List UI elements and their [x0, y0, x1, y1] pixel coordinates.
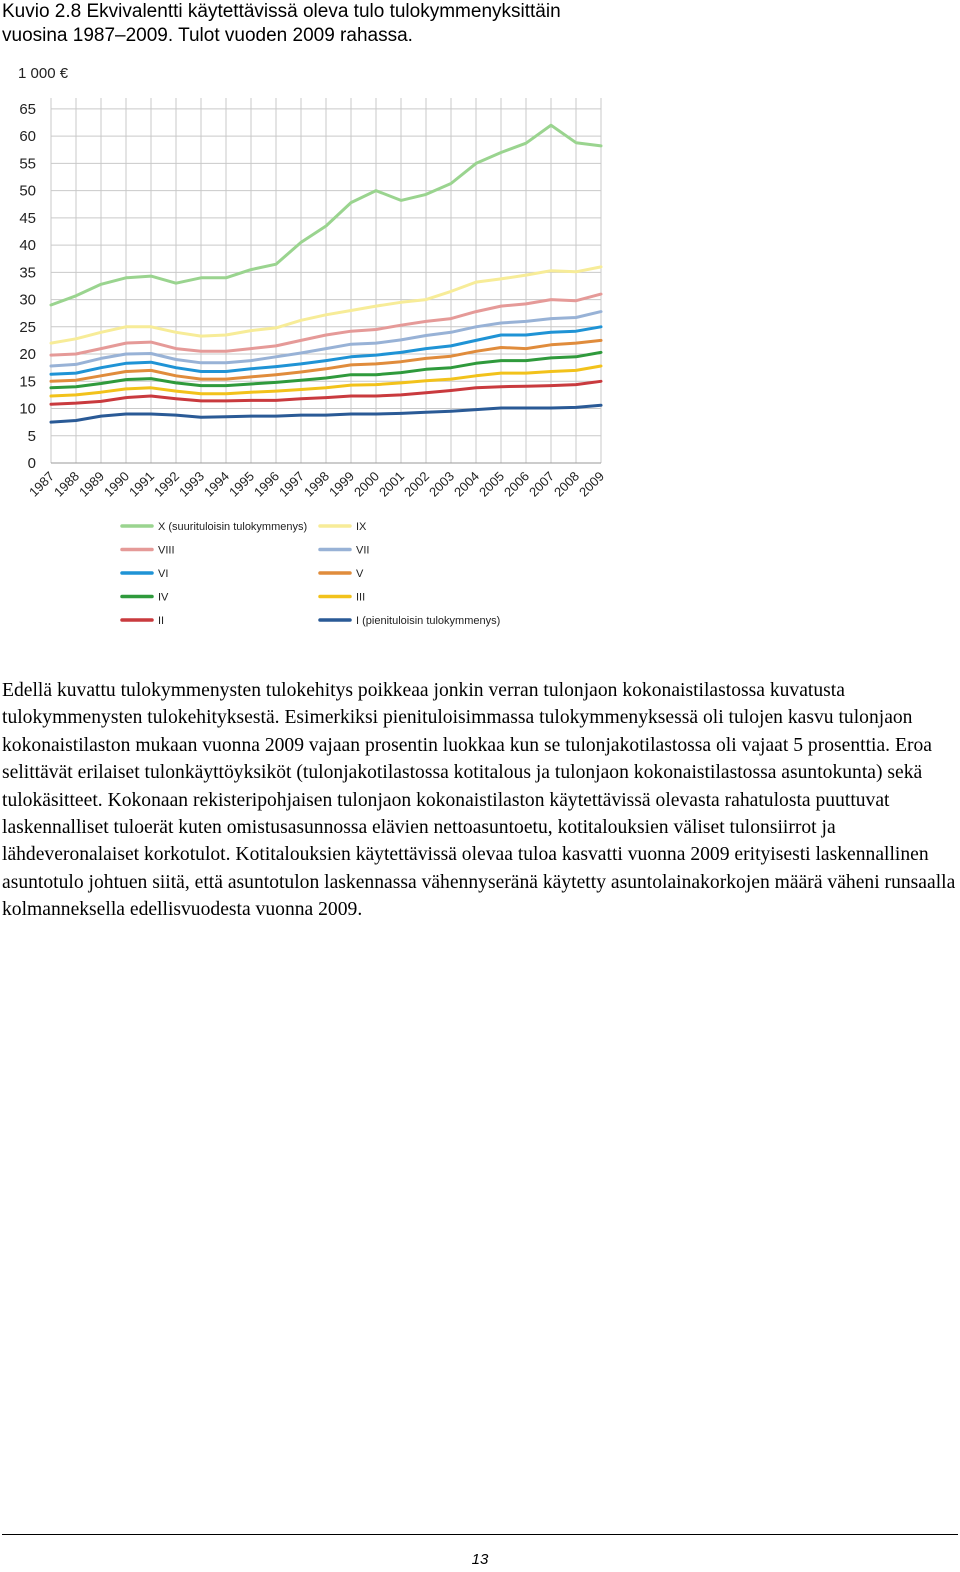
- legend-label: I (pienituloisin tulokymmenys): [356, 615, 501, 627]
- y-tick-label: 50: [19, 182, 36, 200]
- figure-caption: [2, 0, 722, 48]
- line-chart: [0, 60, 620, 640]
- y-tick-label: 5: [27, 427, 36, 445]
- x-tick-label: 2003: [426, 468, 458, 500]
- y-tick-label: 60: [19, 128, 36, 146]
- y-tick-label: 20: [19, 346, 36, 364]
- x-tick-label: 1997: [276, 468, 308, 500]
- legend: [122, 521, 500, 627]
- x-tick-label: 1999: [326, 468, 358, 500]
- x-tick-label: 2006: [501, 468, 533, 500]
- y-unit-label: 1 000 €: [18, 65, 69, 82]
- y-tick-label: 15: [19, 373, 36, 391]
- x-tick-label: 1992: [151, 468, 183, 500]
- caption-line-1: Kuvio 2.8 Ekvivalentti käytettävissä oleva tulo tulokymmenyksittäin: [2, 1, 561, 22]
- y-tick-label: 45: [19, 209, 36, 227]
- legend-label: VII: [356, 544, 370, 557]
- x-tick-label: 1994: [201, 468, 233, 500]
- x-tick-label: 2007: [526, 468, 558, 500]
- y-tick-label: 55: [19, 155, 36, 173]
- y-axis-ticks: [19, 101, 36, 472]
- caption-line-2: vuosina 1987–2009. Tulot vuoden 2009 rahassa.: [2, 25, 413, 46]
- x-tick-label: 2000: [351, 468, 383, 500]
- legend-label: IV: [158, 591, 169, 604]
- footer-divider: [2, 1534, 958, 1535]
- x-tick-label: 1991: [126, 468, 158, 500]
- x-tick-label: 2005: [476, 468, 508, 500]
- x-tick-label: 1990: [101, 468, 133, 500]
- x-tick-label: 1998: [301, 468, 333, 500]
- x-tick-label: 1989: [76, 468, 108, 500]
- legend-label: VIII: [158, 544, 175, 557]
- legend-label: IX: [356, 521, 367, 533]
- y-tick-label: 40: [19, 237, 36, 255]
- x-tick-label: 2004: [451, 468, 483, 500]
- x-tick-label: 2002: [401, 468, 433, 500]
- x-tick-label: 2001: [376, 468, 408, 500]
- legend-label: V: [356, 568, 364, 580]
- y-tick-label: 30: [19, 291, 36, 309]
- legend-label: II: [158, 615, 165, 627]
- y-tick-label: 10: [19, 400, 36, 418]
- x-tick-label: 1995: [226, 468, 258, 500]
- x-tick-label: 1996: [251, 468, 283, 500]
- body-paragraph: Edellä kuvattu tulokymmenysten tulokehitys poikkeaa jonkin verran tulonjaon kokonaistilastossa kuvatusta tulokymmenysten tulokehityksestä. Esimerkiksi pienituloisimmassa tulokymmenyksessä oli tulojen kasvu tulonjaon kokonaistilaston mukaan vuonna 2009 vajaan prosentin luokkaa kun se tulonjakotilastossa oli vajaat 5 prosenttia. Eroa selittävät erilaiset tulonkäyttöyksiköt (tulonjakotilastossa kotitalous ja tulonjaon kokonaistilastossa asuntokunta) sekä tulokäsitteet. Kokonaan rekisteripohjaisen tulonjaon kokonaistilaston käytettävissä olevasta rahatulosta puuttuvat laskennalliset tuloerät kuten omistusasunnossa elävien nettoasuntoetu, kotitalouksien väliset tulonsiirrot ja lähdeveronalaiset korkotulot. Kotitalouksien käytettävissä olevaa tuloa kasvatti vuonna 2009 erityisesti laskennallinen asuntotulo johtuen siitä, että asuntotulon laskennassa vähennyseränä käytetty asuntolainakorkojen määrä väheni runsaalla kolmanneksella edellisvuodesta vuonna 2009.: [2, 680, 956, 921]
- page-number: 13: [471, 1551, 489, 1568]
- y-tick-label: 65: [19, 100, 36, 118]
- y-tick-label: 35: [19, 264, 36, 282]
- x-tick-label: 1988: [51, 468, 83, 500]
- x-tick-label: 1993: [176, 468, 208, 500]
- legend-label: VI: [158, 568, 169, 580]
- y-tick-label: 0: [27, 455, 36, 472]
- legend-label: III: [356, 591, 366, 604]
- x-axis-ticks: [26, 469, 607, 500]
- x-tick-label: 2008: [551, 468, 583, 500]
- legend-label: X (suurituloisin tulokymmenys): [158, 521, 308, 533]
- y-tick-label: 25: [19, 318, 36, 336]
- x-tick-label: 2009: [576, 468, 608, 500]
- x-tick-label: 1987: [26, 468, 58, 500]
